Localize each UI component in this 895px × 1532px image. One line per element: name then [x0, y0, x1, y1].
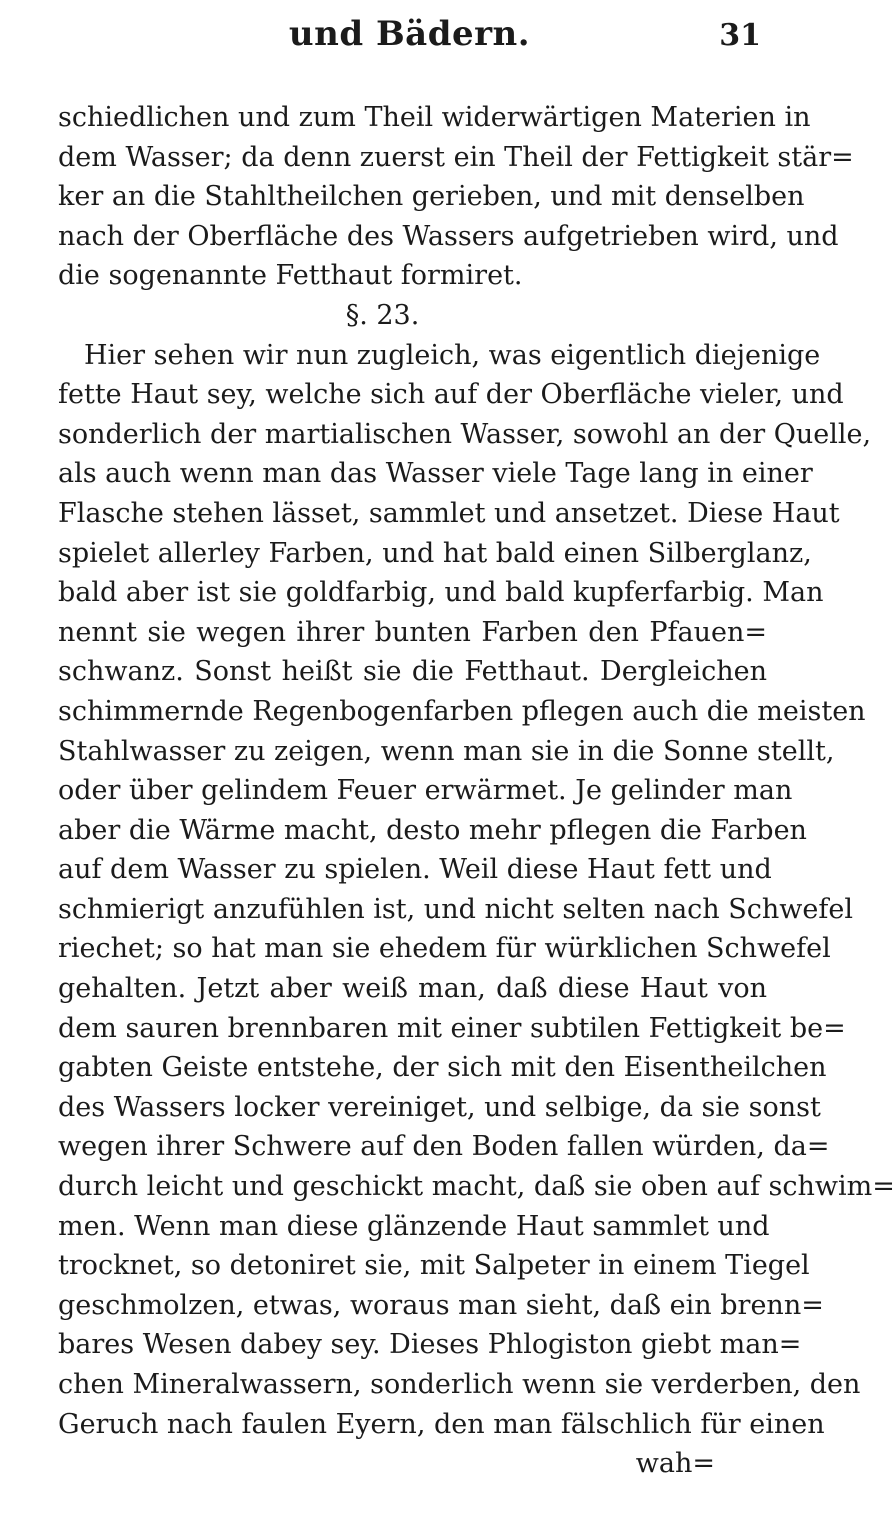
text-line: schiedlichen und zum Theil widerwärtigen Materien in: [58, 102, 811, 133]
page-header: [58, 14, 761, 62]
text-line: dem sauren brennbaren mit einer subtilen Fettigkeit be=: [58, 1012, 846, 1044]
text-line: men. Wenn man diese glänzende Haut sammlet und: [58, 1210, 770, 1242]
text-line: spielet allerley Farben, und hat bald einen Silberglanz,: [58, 537, 812, 569]
text-line: bald aber ist sie goldfarbig, und bald kupferfarbig. Man: [58, 577, 824, 609]
text-line: schmierigt anzufühlen ist, und nicht selten nach Schwefel: [58, 893, 853, 925]
text-line: geschmolzen, etwas, woraus man sieht, daß ein brenn=: [58, 1289, 824, 1321]
text-line: wegen ihrer Schwere auf den Boden fallen würden, da=: [58, 1131, 830, 1163]
catchword: wah=: [635, 1448, 715, 1480]
text-line: gehalten. Jetzt aber weiß man, daß diese Haut von: [58, 973, 767, 1005]
section-heading: §. 23.: [345, 299, 420, 331]
text-body: [58, 98, 895, 1484]
text-line: Stahlwasser zu zeigen, wenn man sie in die Sonne stellt,: [58, 735, 835, 767]
text-line: trocknet, so detoniret sie, mit Salpeter in einem Tiegel: [58, 1250, 810, 1282]
text-line: durch leicht und geschickt macht, daß sie oben auf schwim=: [58, 1171, 895, 1203]
page-number: 31: [719, 18, 761, 53]
text-line: ker an die Stahltheilchen gerieben, und mit denselben: [58, 181, 805, 213]
text-line: sonderlich der martialischen Wasser, sowohl an der Quelle,: [58, 418, 872, 450]
text-line: gabten Geiste entstehe, der sich mit den Eisentheilchen: [58, 1052, 827, 1084]
text-line: riechet; so hat man sie ehedem für würklichen Schwefel: [58, 933, 831, 965]
paragraph-last-line: die sogenannte Fetthaut formiret.: [58, 260, 523, 292]
text-line: auf dem Wasser zu spielen. Weil diese Haut fett und: [58, 854, 772, 886]
text-line: als auch wenn man das Wasser viele Tage lang in einer: [58, 458, 813, 490]
text-line: bares Wesen dabey sey. Dieses Phlogiston giebt man=: [58, 1329, 802, 1361]
text-line: schwanz. Sonst heißt sie die Fetthaut. Dergleichen: [58, 656, 767, 688]
text-line: oder über gelindem Feuer erwärmet. Je gelinder man: [58, 775, 793, 807]
text-line: chen Mineralwassern, sonderlich wenn sie verderben, den: [58, 1369, 861, 1400]
text-line: Flasche stehen lässet, sammlet und ansetzet. Diese Haut: [58, 497, 840, 529]
running-head: und Bädern.: [288, 14, 531, 54]
text-line: nach der Oberfläche des Wassers aufgetrieben wird, und: [58, 220, 839, 252]
text-line: schimmernde Regenbogenfarben pflegen auch die meisten: [58, 695, 866, 727]
text-line: aber die Wärme macht, desto mehr pflegen die Farben: [58, 814, 807, 846]
text-line: des Wassers locker vereiniget, und selbige, da sie sonst: [58, 1091, 821, 1123]
text-line: Geruch nach faulen Eyern, den man fälschlich für einen: [58, 1408, 825, 1440]
paragraph-first-line: Hier sehen wir nun zugleich, was eigentlich diejenige: [84, 339, 821, 371]
text-line: fette Haut sey, welche sich auf der Oberfläche vieler, und: [58, 379, 844, 411]
text-line: nennt sie wegen ihrer bunten Farben den Pfauen=: [58, 616, 767, 648]
text-line: dem Wasser; da denn zuerst ein Theil der Fettigkeit stär=: [58, 141, 854, 173]
